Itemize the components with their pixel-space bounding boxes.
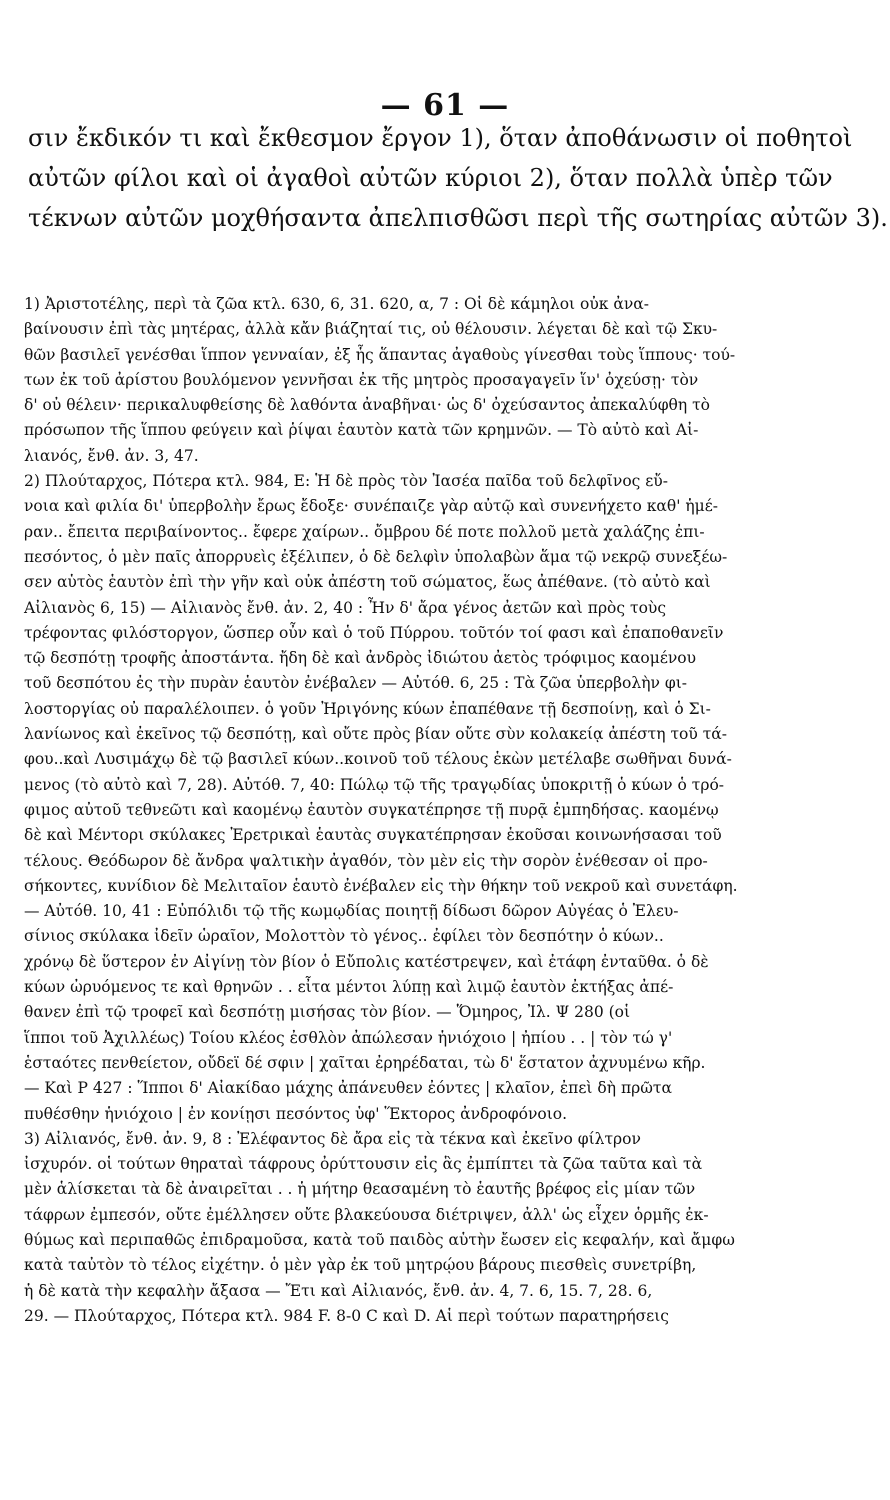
footnote-line: τρέφοντας φιλόστοργον, ὥσπερ οὖν καὶ ὁ τοῦ Πύρρου. τοῦτόν τοί φασι καὶ ἐπαποθανεῖν (24, 623, 724, 642)
footnote-line: πυθέσθην ἡνιόχοιο | ἐν κονίῃσι πεσόντος ὑφ' Ἕκτορος ἀνδροφόνοιο. (24, 1104, 568, 1123)
footnote-line: λανίωνος καὶ ἐκεῖνος τῷ δεσπότῃ, καὶ οὔτε πρὸς βίαν οὔτε σὺν κολακείᾳ ἀπέστη τοῦ τά- (24, 725, 728, 744)
footnote-line: φου..καὶ Λυσιμάχῳ δὲ τῷ βασιλεῖ κύων..κοινοῦ τοῦ τέλους ἑκὼν μετέλαβε σωθῆναι δυνά- (24, 750, 732, 769)
footnote-line: θύμως καὶ περιπαθῶς ἐπιδραμοῦσα, κατὰ τοῦ παιδὸς αὑτὴν ἔωσεν εἰς κεφαλήν, καὶ ἄμφω (24, 1230, 735, 1249)
footnote-line: λοστοργίας οὐ παραλέλοιπεν. ὁ γοῦν Ἠριγόνης κύων ἐπαπέθανε τῇ δεσποίνῃ, καὶ ὁ Σι- (24, 699, 711, 718)
footnote-line: 2) Πλούταρχος, Πότερα κτλ. 984, E: Ἡ δὲ πρὸς τὸν Ἰασέα παῖδα τοῦ δελφῖνος εὔ- (24, 472, 668, 491)
footnote-line: μὲν ἁλίσκεται τὰ δὲ ἀναιρεῖται . . ἡ μήτηρ θεασαμένη τὸ ἑαυτῆς βρέφος εἰς μίαν τῶν (24, 1180, 696, 1199)
footnote-line: των ἐκ τοῦ ἀρίστου βουλόμενον γεννῆσαι ἐκ τῆς μητρὸς προσαγαγεῖν ἵν' ὀχεύσῃ· τὸν (24, 370, 699, 389)
footnote-line: τοῦ δεσπότου ἐς τὴν πυρὰν ἑαυτὸν ἐνέβαλεν — Αὐτόθ. 6, 25 : Τὰ ζῶα ὑπερβολὴν φι- (24, 674, 688, 693)
footnote-line: δ' οὐ θέλειν· περικαλυφθείσης δὲ λαθόντα ἀναβῆναι· ὡς δ' ὀχεύσαντος ἀπεκαλύφθη τὸ (24, 396, 711, 415)
footnote-line: σίνιος σκύλακα ἰδεῖν ὡραῖον, Μολοττὸν τὸ γένος.. ἐφίλει τὸν δεσπότην ὁ κύων.. (24, 927, 664, 946)
footnote-line: πεσόντος, ὁ μὲν παῖς ἀπορρυεὶς ἐξέλιπεν, ὁ δὲ δελφὶν ὑπολαβὼν ἅμα τῷ νεκρῷ συνεξέω- (24, 547, 728, 566)
footnote-line: θῶν βασιλεῖ γενέσθαι ἵππον γενναίαν, ἐξ ἧς ἅπαντας ἀγαθοὺς γίνεσθαι τοὺς ἵππους· τού- (24, 345, 736, 364)
main-paragraph (28, 118, 888, 238)
footnote-line: κατὰ ταὐτὸν τὸ τέλος εἰχέτην. ὁ μὲν γὰρ ἐκ τοῦ μητρῴου βάρους πιεσθεὶς συνετρίβη, (24, 1256, 697, 1275)
main-text-line: αὐτῶν φίλοι καὶ οἱ ἀγαθοὶ αὐτῶν κύριοι 2), ὅταν πολλὰ ὑπὲρ τῶν (28, 164, 833, 192)
page-number: — 61 — (380, 88, 510, 123)
footnote-line: βαίνουσιν ἐπὶ τὰς μητέρας, ἀλλὰ κἄν βιάζηταί τις, οὐ θέλουσιν. λέγεται δὲ καὶ τῷ Σκυ- (24, 320, 718, 339)
footnote-line: τέλους. Θεόδωρον δὲ ἄνδρα ψαλτικὴν ἀγαθόν, τὸν μὲν εἰς τὴν σορὸν ἐνέθεσαν οἱ προ- (24, 851, 708, 870)
main-text-line: σιν ἔκδικόν τι καὶ ἔκθεσμον ἔργον 1), ὅταν ἀποθάνωσιν οἱ ποθητοὶ (28, 124, 853, 152)
footnote-line: ἰσχυρόν. οἱ τούτων θηραταὶ τάφρους ὀρύττουσιν εἰς ἃς ἐμπίπτει τὰ ζῶα ταῦτα καὶ τὰ (24, 1155, 703, 1174)
footnote-line: ἵπποι τοῦ Ἀχιλλέως) Τοίου κλέος ἐσθλὸν ἀπώλεσαν ἡνιόχοιο | ἠπίου . . | τὸν τώ γ' (24, 1028, 673, 1047)
footnote-line: ραν.. ἔπειτα περιβαίνοντος.. ἔφερε χαίρων.. ὄμβρου δέ ποτε πολλοῦ μετὰ χαλάζης ἐπι- (24, 522, 705, 541)
footnotes (24, 292, 738, 1329)
footnote-line: 3) Αἰλιανός, ἔνθ. ἀν. 9, 8 : Ἐλέφαντος δὲ ἄρα εἰς τὰ τέκνα καὶ ἐκεῖνο φίλτρον (24, 1129, 641, 1148)
footnote-line: φιμος αὐτοῦ τεθνεῶτι καὶ καομένῳ ἑαυτὸν συγκατέπρησε τῇ πυρᾷ ἐμπηδήσας. καομένῳ (24, 800, 719, 819)
footnote-line: νοια καὶ φιλία δι' ὑπερβολὴν ἔρως ἔδοξε· συνέπαιζε γὰρ αὐτῷ καὶ συνενήχετο καθ' ἡμέ- (24, 497, 719, 516)
footnote-line: ἑσταότες πενθείετον, οὔδεϊ δέ σφιν | χαῖται ἐρηρέδαται, τὼ δ' ἕστατον ἀχνυμένω κῆρ. (24, 1053, 706, 1072)
footnote-line: Αἰλιανὸς 6, 15) — Αἰλιανὸς ἔνθ. ἀν. 2, 40 : Ἦν δ' ἄρα γένος ἀετῶν καὶ πρὸς τοὺς (24, 598, 667, 617)
footnote-line: τάφρων ἐμπεσόν, οὔτε ἐμέλλησεν οὔτε βλακεύουσα διέτριψεν, ἀλλ' ὡς εἶχεν ὁρμῆς ἐκ- (24, 1205, 709, 1224)
footnote-line: τῷ δεσπότῃ τροφῆς ἀποστάντα. ἤδη δὲ καὶ ἀνδρὸς ἰδιώτου ἀετὸς τρόφιμος καομένου (24, 649, 697, 668)
footnote-line: χρόνῳ δὲ ὕστερον ἐν Αἰγίνῃ τὸν βίον ὁ Εὔπολις κατέστρεψεν, καὶ ἐτάφη ἐνταῦθα. ὁ δὲ (24, 952, 709, 971)
footnote-line: σήκοντες, κυνίδιον δὲ Μελιταῖον ἑαυτὸ ἐνέβαλεν εἰς τὴν θήκην τοῦ νεκροῦ καὶ συνετάφη. (24, 876, 738, 895)
footnote-line: ἡ δὲ κατὰ τὴν κεφαλὴν ἄξασα — Ἔτι καὶ Αἰλιανός, ἔνθ. ἀν. 4, 7. 6, 15. 7, 28. 6, (24, 1281, 653, 1300)
footnote-line: μενος (τὸ αὐτὸ καὶ 7, 28). Αὐτόθ. 7, 40: Πώλῳ τῷ τῆς τραγῳδίας ὑποκριτῇ ὁ κύων ὁ τρό- (24, 775, 725, 794)
footnote-line: — Αὐτόθ. 10, 41 : Εὐπόλιδι τῷ τῆς κωμῳδίας ποιητῇ δίδωσι δῶρον Αὐγέας ὁ Ἐλευ- (24, 902, 679, 921)
footnote-line: πρόσωπον τῆς ἵππου φεύγειν καὶ ῥίψαι ἑαυτὸν κατὰ τῶν κρημνῶν. — Τὸ αὐτὸ καὶ Αἰ- (24, 421, 699, 440)
footnote-line: 29. — Πλούταρχος, Πότερα κτλ. 984 F. 8-0 C καὶ D. Αἱ περὶ τούτων παρατηρήσεις (24, 1306, 669, 1325)
footnote-line: λιανός, ἔνθ. ἀν. 3, 47. (24, 446, 199, 465)
footnote-line: — Καὶ Ρ 427 : Ἵπποι δ' Αἰακίδαο μάχης ἀπάνευθεν ἐόντες | κλαῖον, ἐπεὶ δὴ πρῶτα (24, 1079, 672, 1098)
footnote-line: θανεν ἐπὶ τῷ τροφεῖ καὶ δεσπότῃ μισήσας τὸν βίον. — Ὅμηρος, Ἰλ. Ψ 280 (οἱ (24, 1003, 631, 1022)
footnote-line: σεν αὑτὸς ἑαυτὸν ἐπὶ τὴν γῆν καὶ οὐκ ἀπέστη τοῦ σώματος, ἕως ἀπέθανε. (τὸ αὐτὸ καὶ (24, 573, 711, 592)
footnote-line: δὲ καὶ Μέντορι σκύλακες Ἐρετρικαὶ ἑαυτὰς συγκατέπρησαν ἑκοῦσαι κοινωνήσασαι τοῦ (24, 826, 722, 845)
footnote-line: κύων ὠρυόμενος τε καὶ θρηνῶν . . εἶτα μέντοι λύπῃ καὶ λιμῷ ἑαυτὸν ἐκτήξας ἀπέ- (24, 978, 674, 997)
footnote-line: 1) Ἀριστοτέλης, περὶ τὰ ζῶα κτλ. 630, 6, 31. 620, α, 7 : Οἱ δὲ κάμηλοι οὐκ ἀνα- (24, 295, 649, 313)
main-text-line: τέκνων αὐτῶν μοχθήσαντα ἀπελπισθῶσι περὶ τῆς σωτηρίας αὐτῶν 3). (28, 204, 888, 232)
